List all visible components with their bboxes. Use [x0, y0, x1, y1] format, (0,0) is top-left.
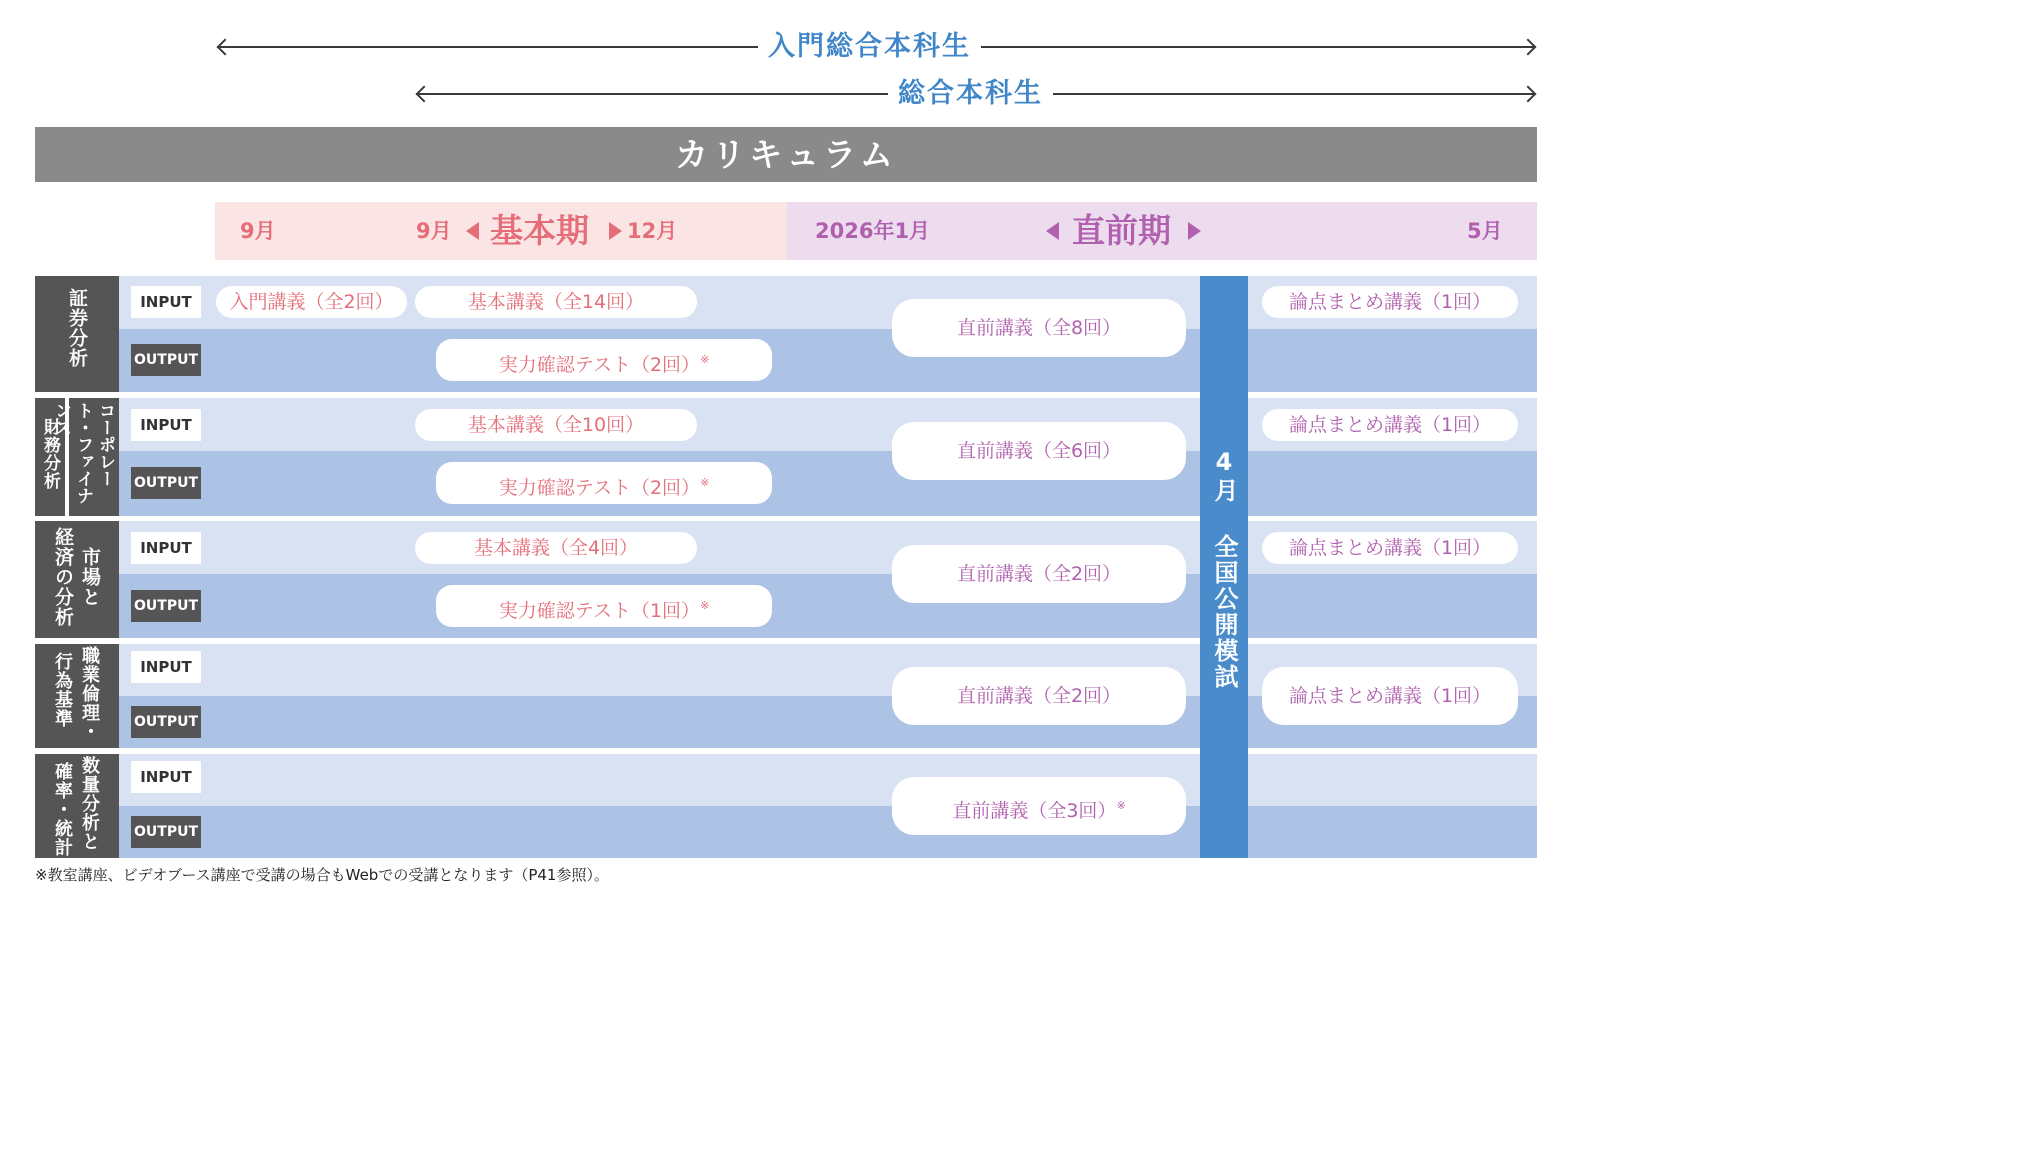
skill-test-label: 実力確認テスト（2回）	[498, 477, 701, 499]
note-mark: ※	[700, 476, 710, 489]
skill-test-label: 実力確認テスト（1回）	[498, 600, 701, 622]
skill-test-pill	[436, 585, 772, 627]
basic-start-label: 9月	[416, 219, 452, 243]
output-band	[119, 329, 1537, 392]
output-band	[119, 806, 1537, 858]
review-lecture-pill: 論点まとめ講義（1回）	[1262, 532, 1518, 564]
subject-ethics-standards	[35, 644, 119, 748]
skill-test-pill	[436, 339, 772, 381]
final-end-label: 5月	[1467, 219, 1503, 243]
final-lecture-pill: 直前講義（全2回）	[892, 667, 1186, 725]
input-tag: INPUT	[131, 286, 201, 318]
subject-label: 証券分析	[66, 288, 88, 368]
output-band	[119, 574, 1537, 638]
output-tag: OUTPUT	[131, 816, 201, 848]
final-right-triangle-icon	[1188, 222, 1201, 240]
input-tag: INPUT	[131, 651, 201, 683]
basic-period-label: 基本期	[490, 211, 589, 250]
basic-right-triangle-icon	[609, 222, 622, 240]
subject-label-col1: 職業倫理・	[79, 646, 100, 741]
subject-quant-probability	[35, 754, 119, 858]
basic-lecture-pill: 基本講義（全14回）	[415, 286, 697, 318]
input-tag: INPUT	[131, 532, 201, 564]
basic-lecture-pill: 基本講義（全10回）	[415, 409, 697, 441]
review-lecture-pill: 論点まとめ講義（1回）	[1262, 286, 1518, 318]
subject-label-col2: 行為基準	[52, 652, 73, 728]
note-mark: ※	[700, 599, 710, 612]
input-tag: INPUT	[131, 761, 201, 793]
input-band	[119, 754, 1537, 806]
review-lecture-pill: 論点まとめ講義（1回）	[1262, 409, 1518, 441]
subject-securities-analysis	[35, 276, 119, 392]
note-mark: ※	[1116, 799, 1126, 812]
final-lecture-pill	[892, 777, 1186, 835]
subject-label-col1: 市場と	[79, 547, 101, 607]
output-tag: OUTPUT	[131, 344, 201, 376]
note-mark: ※	[700, 353, 710, 366]
input-tag: INPUT	[131, 409, 201, 441]
final-period-label: 直前期	[1072, 211, 1171, 250]
mock-exam-label: 4月 全国公開模試	[1210, 448, 1238, 690]
skill-test-label: 実力確認テスト（2回）	[498, 354, 701, 376]
subject-label: 財務分析	[40, 418, 60, 490]
output-tag: OUTPUT	[131, 590, 201, 622]
final-left-triangle-icon	[1046, 222, 1059, 240]
basic-left-triangle-icon	[466, 222, 479, 240]
skill-test-pill	[436, 462, 772, 504]
final-lecture-label: 直前講義（全3回）	[952, 800, 1117, 822]
basic-end-label: 12月	[627, 219, 678, 243]
subject-label: コーポレート・ファイナンス	[51, 402, 115, 504]
final-lecture-pill: 直前講義（全8回）	[892, 299, 1186, 357]
subject-label-col2: 経済の分析	[52, 527, 74, 627]
intro-lecture-pill: 入門講義（全2回）	[216, 286, 407, 318]
final-lecture-pill: 直前講義（全2回）	[892, 545, 1186, 603]
curriculum-banner: カリキュラム	[35, 127, 1537, 182]
final-lecture-pill: 直前講義（全6回）	[892, 422, 1186, 480]
final-start-label: 2026年1月	[815, 219, 931, 243]
course-label-comprehensive: 総合本科生	[888, 76, 1053, 112]
subject-corporate-finance	[51, 398, 119, 516]
review-lecture-pill: 論点まとめ講義（1回）	[1262, 667, 1518, 725]
footnote: ※教室講座、ビデオブース講座で受講の場合もWebでの受講となります（P41参照）。	[35, 866, 609, 884]
course-label-intro-comprehensive: 入門総合本科生	[758, 29, 981, 65]
basic-lecture-pill: 基本講義（全4回）	[415, 532, 697, 564]
output-band	[119, 451, 1537, 516]
start-month-label: 9月	[240, 219, 276, 243]
output-tag: OUTPUT	[131, 706, 201, 738]
subject-label-col2: 確率・統計	[52, 762, 73, 857]
subject-label-col1: 数量分析と	[79, 756, 100, 851]
subject-markets-economics	[35, 521, 119, 638]
output-tag: OUTPUT	[131, 467, 201, 499]
